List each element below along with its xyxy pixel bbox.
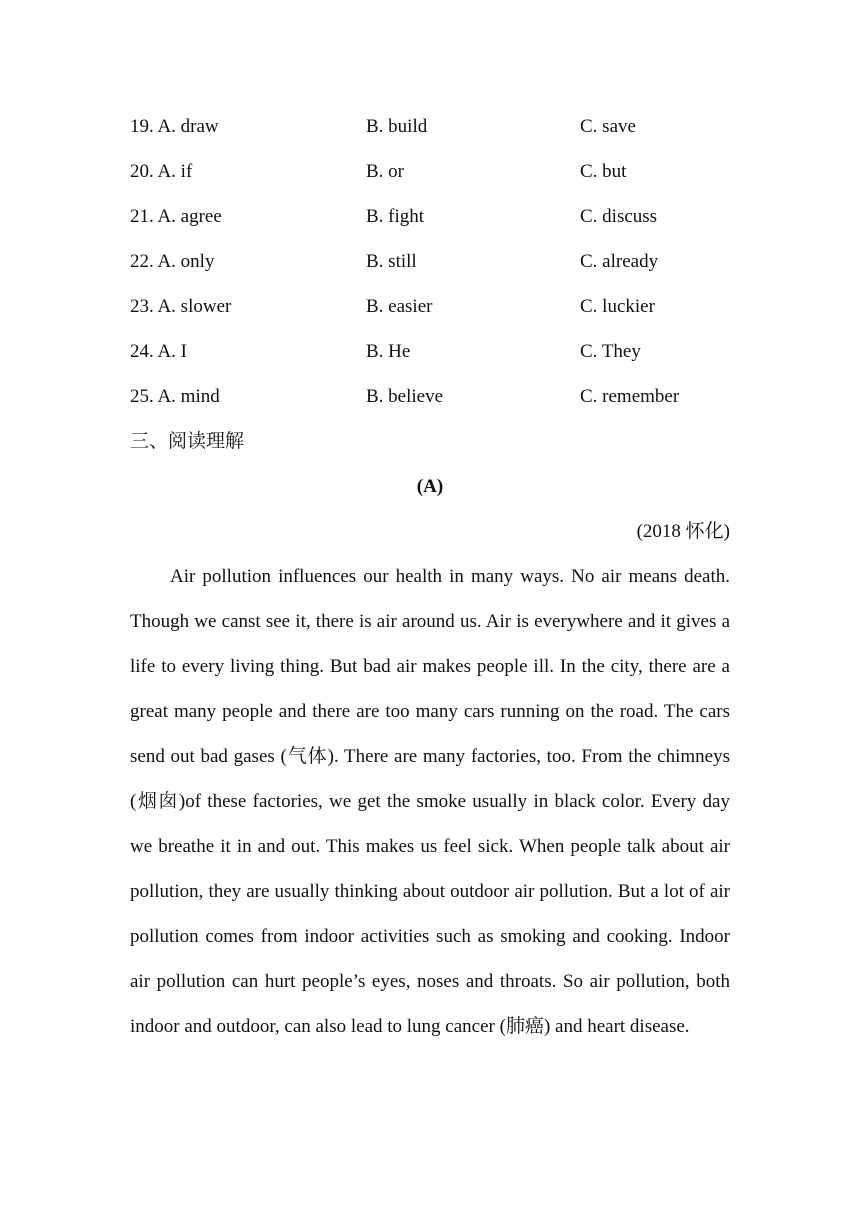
option-b: B. He: [366, 341, 411, 362]
document-page: [130, 104, 730, 1049]
question-options-19: [130, 104, 730, 149]
option-b: B. build: [366, 116, 428, 137]
question-options-25: [130, 374, 730, 419]
option-b: B. believe: [366, 386, 444, 407]
option-b: B. easier: [366, 296, 433, 317]
passage-paragraph: Air pollution influences our health in many ways. No air means death. Though we canst see it, there is air around us. Air is everywhere and it gives a life to every living thing. But bad air makes people ill. In the city, there are a great many people and there are too many cars running on the road. The cars send out bad gases (气体). There are many factories, too. From the chimneys (烟囱)of these factories, we get the smoke usually in black color. Every day we breathe it in and out. This makes us feel sick. When people talk about air pollution, they are usually thinking about outdoor air pollution. But a lot of air pollution comes from indoor activities such as smoking and cooking. Indoor air pollution can hurt people’s eyes, noses and throats. So air pollution, both indoor and outdoor, can also lead to lung cancer (肺癌) and heart disease.: [130, 566, 730, 1037]
option-c: C. remember: [580, 386, 680, 407]
option-b: B. still: [366, 251, 417, 272]
option-c: C. already: [580, 251, 659, 272]
option-a: 21. A. agree: [130, 206, 222, 227]
option-b: B. fight: [366, 206, 425, 227]
option-c: C. save: [580, 116, 636, 137]
question-options-24: [130, 329, 730, 374]
question-options-21: [130, 194, 730, 239]
option-c: C. discuss: [580, 206, 658, 227]
option-a: 24. A. I: [130, 341, 187, 362]
option-a: 22. A. only: [130, 251, 215, 272]
option-a: 20. A. if: [130, 161, 193, 182]
option-b: B. or: [366, 161, 404, 182]
question-options-20: [130, 149, 730, 194]
passage-source: (2018 怀化): [636, 521, 730, 542]
option-c: C. They: [580, 341, 641, 362]
option-a: 25. A. mind: [130, 386, 220, 407]
question-options-23: [130, 284, 730, 329]
option-a: 19. A. draw: [130, 116, 219, 137]
option-c: C. luckier: [580, 296, 655, 317]
option-a: 23. A. slower: [130, 296, 232, 317]
section-heading: 三、阅读理解: [130, 431, 245, 452]
passage-title: (A): [416, 476, 444, 497]
question-options-22: [130, 239, 730, 284]
option-c: C. but: [580, 161, 627, 182]
